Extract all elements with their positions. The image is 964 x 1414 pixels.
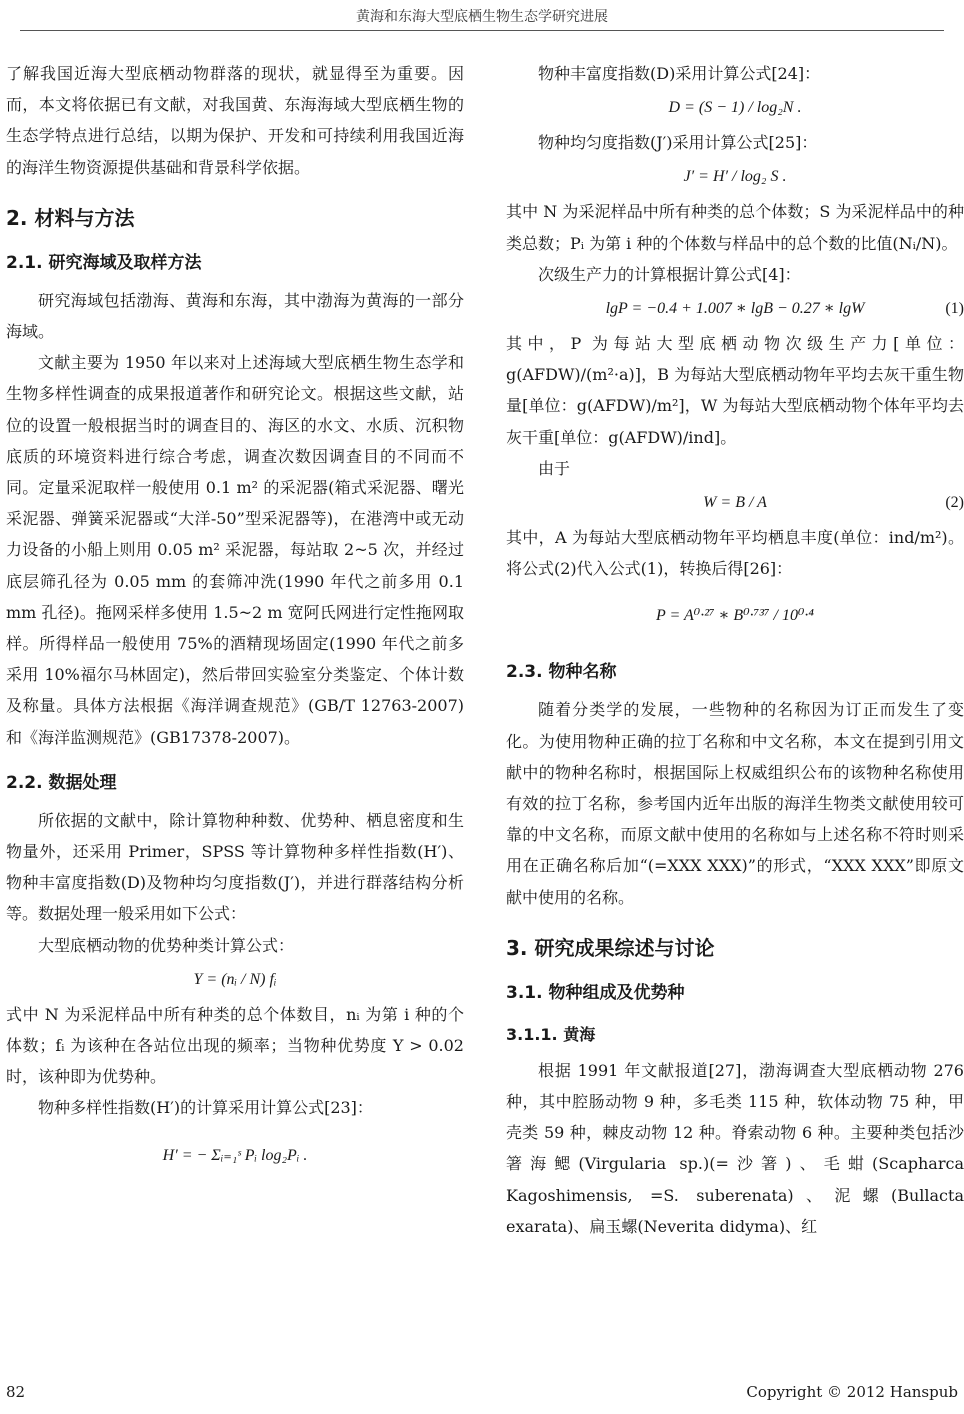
header-rule bbox=[20, 30, 944, 31]
dominance-formula-text: Y = (nᵢ / N) fᵢ bbox=[193, 970, 277, 988]
section-3-1-heading: 3.1. 物种组成及优势种 bbox=[506, 982, 685, 1003]
abundance-definition: 其中，A 为每站大型底栖动物年平均栖息丰度(单位：ind/m²)。将公式(2)代入公式(1)，转换后得[26]： bbox=[506, 528, 964, 579]
equation-number-2: (2) bbox=[945, 494, 964, 512]
converted-production-formula-text: P = A⁰·²⁷ ∗ B⁰·⁷³⁷ / 10⁰·⁴ bbox=[656, 607, 814, 625]
richness-formula bbox=[506, 95, 964, 121]
diversity-formula-text: H′ = − Σᵢ₌₁ˢ Pᵢ log₂Pᵢ . bbox=[162, 1146, 308, 1164]
because-text: 由于 bbox=[538, 458, 571, 478]
page-number: 82 bbox=[6, 1383, 26, 1401]
production-formula-text: lgP = −0.4 + 1.007 ∗ lgB − 0.27 ∗ lgW bbox=[605, 300, 865, 318]
section-2-heading: 2. 材料与方法 bbox=[6, 205, 135, 230]
section-2-3-heading: 2.3. 物种名称 bbox=[506, 662, 617, 683]
evenness-formula bbox=[506, 164, 964, 190]
right-column bbox=[506, 58, 964, 1242]
running-title: 黄海和东海大型底栖生物生态学研究进展 bbox=[356, 9, 608, 25]
section-3-heading: 3. 研究成果综述与讨论 bbox=[506, 935, 715, 960]
section-3-1-1-paragraph: 根据 1991 年文献报道[27]，渤海调查大型底栖动物 276 种，其中腔肠动物 9 种，多毛类 115 种，软体动物 75 种，甲壳类 59 种，棘皮动物 12 种。脊索动物 6 种。主要种类包括沙箸海鳃(Virgularia sp.)(=沙箸)、毛蚶(Scapharca Kagoshimensis, =S. suberenata)、泥螺(Bullacta exarata)、扁玉螺(Neverita didyma)、红 bbox=[506, 1060, 964, 1236]
production-intro: 次级生产力的计算根据计算公式[4]： bbox=[538, 264, 801, 284]
dominance-variables: 式中 N 为采泥样品中所有种类的总个体数目，nᵢ 为第 i 种的个体数；fᵢ 为该种在各站位出现的频率；当物种优势度 Y > 0.02 时，该种即为优势种。 bbox=[6, 1004, 464, 1087]
section-2-1-paragraph-1: 研究海域包括渤海、黄海和东海，其中渤海为黄海的一部分海域。 bbox=[6, 290, 464, 342]
biomass-ratio-formula-text: W = B / A bbox=[703, 494, 767, 512]
biomass-ratio-formula bbox=[506, 490, 964, 516]
diversity-intro: 物种多样性指数(H′)的计算采用计算公式[23]： bbox=[38, 1098, 373, 1118]
richness-formula-text: D = (S − 1) / log₂N . bbox=[668, 99, 802, 117]
converted-production-formula bbox=[506, 590, 964, 642]
production-formula bbox=[506, 296, 964, 322]
section-2-3-paragraph: 随着分类学的发展，一些物种的名称因为订正而发生了变化。为使用物种正确的拉丁名称和中文名称，本文在提到引用文献中的物种名称时，根据国际上权威组织公布的该物种名称使用有效的拉丁名称，参考国内近年出版的海洋生物类文献使用较可靠的中文名称，而原文献中使用的名称如与上述名称不符时则采用在正确名称后加“(=XXX XXX)”的形式，“XXX XXX”即原文献中使用的名称。 bbox=[506, 700, 964, 907]
copyright-notice: Copyright © 2012 Hanspub bbox=[746, 1383, 958, 1401]
evenness-intro: 物种均匀度指数(J′)采用计算公式[25]： bbox=[538, 133, 818, 153]
left-column bbox=[6, 58, 464, 1188]
section-2-1-paragraph-2: 文献主要为 1950 年以来对上述海域大型底栖生物生态学和生物多样性调查的成果报道著作和研究论文。根据这些文献，站位的设置一般根据当时的调查目的、海区的水文、水质、沉积物底质的环境资料进行综合考虑，调查次数因调查目的不同而不同。定量采泥取样一般使用 0.1 m² 的采泥器(箱式采泥器、曙光采泥器、弹簧采泥器或“大洋-50”型采泥器等)，在港湾中或无动力设备的小船上则用 0.05 m² 采泥器，每站取 2~5 次，并经过底层筛孔径为 0.05 mm 的套筛冲洗(1990 年代之前多用 0.1 mm 孔径)。拖网采样多使用 1.5~2 m 宽阿氏网进行定性拖网取样。所得样品一般使用 75%的酒精现场固定(1990 年代之前多采用 10%福尔马林固定)，然后带回实验室分类鉴定、个体计数及称量。具体方法根据《海洋调查规范》(GB/T 12763-2007)和《海洋监测规范》(GB17378-2007)。 bbox=[6, 353, 464, 747]
section-2-2-heading: 2.2. 数据处理 bbox=[6, 772, 117, 793]
richness-intro: 物种丰富度指数(D)采用计算公式[24]： bbox=[538, 64, 821, 83]
section-3-1-1-heading: 3.1.1. 黄海 bbox=[506, 1024, 596, 1044]
equation-number-1: (1) bbox=[945, 300, 964, 318]
section-2-2-paragraph-1: 所依据的文献中，除计算物种种数、优势种、栖息密度和生物量外，还采用 Primer，SPSS 等计算物种多样性指数(H′)、物种丰富度指数(D)及物种均匀度指数(J′)，并进行群落结构分析等。数据处理一般采用如下公式： bbox=[6, 810, 464, 924]
section-2-1-heading: 2.1. 研究海域及取样方法 bbox=[6, 252, 202, 273]
dominance-formula bbox=[6, 967, 464, 993]
evenness-formula-text: J′ = H′ / log₂ S . bbox=[683, 168, 787, 186]
intro-paragraph: 了解我国近海大型底栖动物群落的现状，就显得至为重要。因而，本文将依据已有文献，对我国黄、东海海域大型底栖生物的生态学特点进行总结，以期为保护、开发和可持续利用我国近海的海洋生物资源提供基础和背景科学依据。 bbox=[6, 64, 464, 177]
production-variables: 其中，P 为每站大型底栖动物次级生产力[单位：g(AFDW)/(m²·a)]，B 为每站大型底栖动物年平均去灰干重生物量[单位：g(AFDW)/m²]，W 为每站大型底栖动物个体年平均去灰干重[单位：g(AFDW)/ind]。 bbox=[506, 334, 964, 447]
diversity-formula bbox=[6, 1130, 464, 1182]
index-variables: 其中 N 为采泥样品中所有种类的总个体数；S 为采泥样品中的种类总数；Pᵢ 为第 i 种的个体数与样品中的总个数的比值(Nᵢ/N)。 bbox=[506, 202, 964, 253]
dominance-intro: 大型底栖动物的优势种类计算公式： bbox=[38, 935, 295, 955]
